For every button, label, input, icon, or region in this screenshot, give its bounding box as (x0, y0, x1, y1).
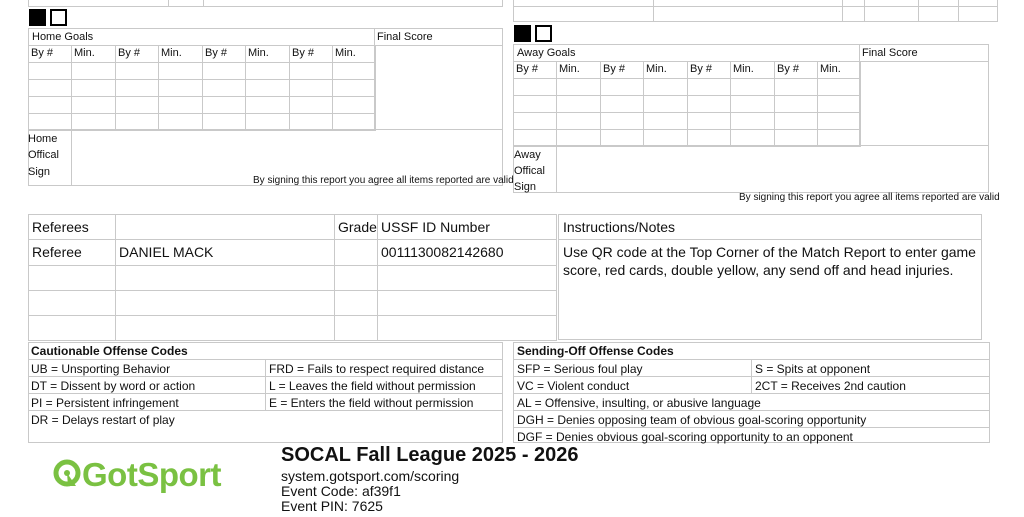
cautionable-row-line (28, 410, 503, 411)
away-goal-cell (600, 112, 644, 130)
top-right-divider (842, 0, 843, 22)
away-sign-label-1: Away (514, 149, 541, 161)
cautionable-code-right: E = Enters the field without permission (269, 396, 474, 410)
away-agreement-text: By signing this report you agree all items reported are valid (739, 192, 1000, 203)
home-goal-col-header: By # (118, 47, 141, 59)
referee-cell (28, 265, 116, 291)
away-sign-divider (556, 145, 557, 193)
referee-cell (334, 290, 378, 316)
top-left-divider (203, 0, 204, 7)
top-right-divider (918, 0, 919, 22)
referee-cell (377, 265, 557, 291)
home-sign-divider (71, 129, 72, 186)
referee-value: DANIEL MACK (119, 244, 214, 260)
away-goal-cell (513, 112, 557, 130)
away-goal-col-header: By # (516, 63, 539, 75)
home-goal-cell (158, 96, 203, 114)
away-goal-cell (513, 78, 557, 96)
home-goals-label: Home Goals (32, 31, 94, 43)
home-goal-cell (289, 62, 333, 80)
away-goal-cell (643, 95, 688, 113)
home-goal-cell (332, 96, 376, 114)
home-goal-cell (115, 79, 159, 97)
home-color-swatch-empty (50, 9, 67, 26)
away-official-sign-box (513, 145, 989, 193)
away-goal-cell (730, 112, 775, 130)
home-goal-cell (289, 79, 333, 97)
away-color-swatch-empty (535, 25, 552, 42)
away-goal-cell (556, 95, 601, 113)
home-goal-cell (115, 96, 159, 114)
top-right-divider (958, 0, 959, 22)
home-goal-cell (28, 62, 72, 80)
away-goal-cell (817, 112, 861, 130)
referee-cell (334, 315, 378, 341)
home-final-score-box (374, 45, 503, 130)
away-goal-cell (730, 78, 775, 96)
gotsport-logo-mark-icon (52, 458, 82, 494)
referee-cell (334, 239, 378, 266)
cautionable-code-left: DR = Delays restart of play (31, 413, 175, 427)
home-goal-col-header: Min. (74, 47, 95, 59)
home-sign-label-3: Sign (28, 166, 51, 178)
referee-cell (115, 214, 335, 240)
sending-off-code-left: DGH = Denies opposing team of obvious goal-scoring opportunity (517, 413, 867, 427)
home-agreement-text: By signing this report you agree all items reported are valid (253, 175, 514, 186)
home-goal-cell (202, 96, 246, 114)
home-goal-cell (115, 62, 159, 80)
away-sign-label-2: Offical (514, 165, 545, 177)
away-goal-cell (817, 78, 861, 96)
sending-off-code-left: SFP = Serious foul play (517, 362, 643, 376)
away-final-score-box (859, 61, 989, 146)
away-goal-cell (774, 95, 818, 113)
away-goal-cell (513, 95, 557, 113)
sending-off-code-left: DGF = Denies obvious goal-scoring opportunity to an opponent (517, 430, 853, 444)
home-goal-cell (28, 79, 72, 97)
referee-cell (115, 290, 335, 316)
sending-off-row-line (513, 393, 990, 394)
home-goal-cell (245, 96, 290, 114)
referee-cell (377, 290, 557, 316)
away-goal-cell (687, 112, 731, 130)
home-goal-col-header: By # (205, 47, 228, 59)
away-goal-cell (643, 78, 688, 96)
instructions-title: Instructions/Notes (563, 219, 676, 235)
home-goal-cell (158, 62, 203, 80)
away-goal-col-header: Min. (820, 63, 841, 75)
cautionable-col-divider (265, 359, 266, 410)
top-left-divider (168, 0, 169, 7)
away-goal-cell (556, 78, 601, 96)
top-right-row-divider (513, 6, 998, 7)
away-goal-col-header: Min. (646, 63, 667, 75)
home-goal-cell (71, 96, 116, 114)
sending-off-code-left: AL = Offensive, insulting, or abusive language (517, 396, 761, 410)
home-goal-cell (202, 62, 246, 80)
away-goal-cell (774, 78, 818, 96)
top-right-divider (864, 0, 865, 22)
event-code: Event Code: af39f1 (281, 483, 401, 499)
away-goal-col-header: Min. (733, 63, 754, 75)
home-goal-col-header: Min. (161, 47, 182, 59)
referee-cell (28, 315, 116, 341)
away-goal-cell (774, 112, 818, 130)
cautionable-code-right: FRD = Fails to respect required distance (269, 362, 485, 376)
cautionable-code-left: DT = Dissent by word or action (31, 379, 196, 393)
sending-off-code-left: VC = Violent conduct (517, 379, 630, 393)
sending-off-row-line (513, 410, 990, 411)
cautionable-code-left: PI = Persistent infringement (31, 396, 179, 410)
cautionable-code-right: L = Leaves the field without permission (269, 379, 476, 393)
away-color-swatch-filled (514, 25, 531, 42)
home-goal-cell (245, 62, 290, 80)
home-goal-col-header: Min. (335, 47, 356, 59)
referee-header: Referees (32, 219, 89, 235)
away-goal-cell (730, 95, 775, 113)
referee-header: Grade (338, 219, 377, 235)
away-goals-label: Away Goals (517, 47, 576, 59)
away-goal-cell (687, 95, 731, 113)
away-goal-col-header: Min. (559, 63, 580, 75)
away-sign-label-3: Sign (514, 181, 537, 193)
home-goal-cell (245, 79, 290, 97)
home-sign-label-1: Home (28, 133, 58, 145)
sending-off-col-divider (751, 359, 752, 393)
home-sign-label-2: Offical (28, 149, 59, 161)
referee-cell (28, 290, 116, 316)
referee-value: 0011130082142680 (381, 244, 504, 260)
home-goal-cell (158, 79, 203, 97)
home-goal-col-header: By # (292, 47, 315, 59)
instructions-line-2: score, red cards, double yellow, any send off and head injuries. (563, 262, 954, 278)
sending-off-code-right: S = Spits at opponent (755, 362, 871, 376)
away-goal-cell (687, 78, 731, 96)
event-pin: Event PIN: 7625 (281, 498, 383, 514)
home-goal-cell (202, 79, 246, 97)
away-goal-cell (600, 78, 644, 96)
away-goal-cell (600, 95, 644, 113)
cautionable-title: Cautionable Offense Codes (31, 344, 188, 358)
top-left-table-remnant (28, 0, 503, 7)
referee-cell (115, 315, 335, 341)
referee-header: USSF ID Number (381, 219, 490, 235)
league-title: SOCAL Fall League 2025 - 2026 (281, 444, 579, 466)
home-goal-cell (28, 96, 72, 114)
gotsport-logo-text: GotSport (82, 456, 221, 493)
home-goal-cell (289, 96, 333, 114)
away-goal-col-header: By # (777, 63, 800, 75)
away-goal-col-header: By # (603, 63, 626, 75)
home-color-swatch-filled (29, 9, 46, 26)
referee-cell (115, 265, 335, 291)
top-right-table-remnant (513, 0, 998, 22)
referee-cell (377, 315, 557, 341)
cautionable-code-left: UB = Unsporting Behavior (31, 362, 171, 376)
instructions-line-1: Use QR code at the Top Corner of the Match Report to enter game (563, 244, 976, 260)
top-right-divider (653, 0, 654, 22)
sending-off-code-right: 2CT = Receives 2nd caution (755, 379, 906, 393)
away-final-score-label: Final Score (862, 47, 918, 59)
away-goal-cell (556, 112, 601, 130)
home-goal-cell (332, 62, 376, 80)
away-goal-cell (643, 112, 688, 130)
home-goal-col-header: Min. (248, 47, 269, 59)
referee-value: Referee (32, 244, 82, 260)
home-final-score-label: Final Score (377, 31, 433, 43)
sending-off-title: Sending-Off Offense Codes (517, 344, 674, 358)
home-goal-cell (332, 79, 376, 97)
home-goal-cell (71, 79, 116, 97)
gotsport-logo (52, 456, 222, 496)
home-goal-cell (71, 62, 116, 80)
away-goal-col-header: By # (690, 63, 713, 75)
sending-off-row-line (513, 427, 990, 428)
home-goal-col-header: By # (31, 47, 54, 59)
referee-cell (334, 265, 378, 291)
away-goal-cell (817, 95, 861, 113)
scoring-url: system.gotsport.com/scoring (281, 468, 460, 484)
